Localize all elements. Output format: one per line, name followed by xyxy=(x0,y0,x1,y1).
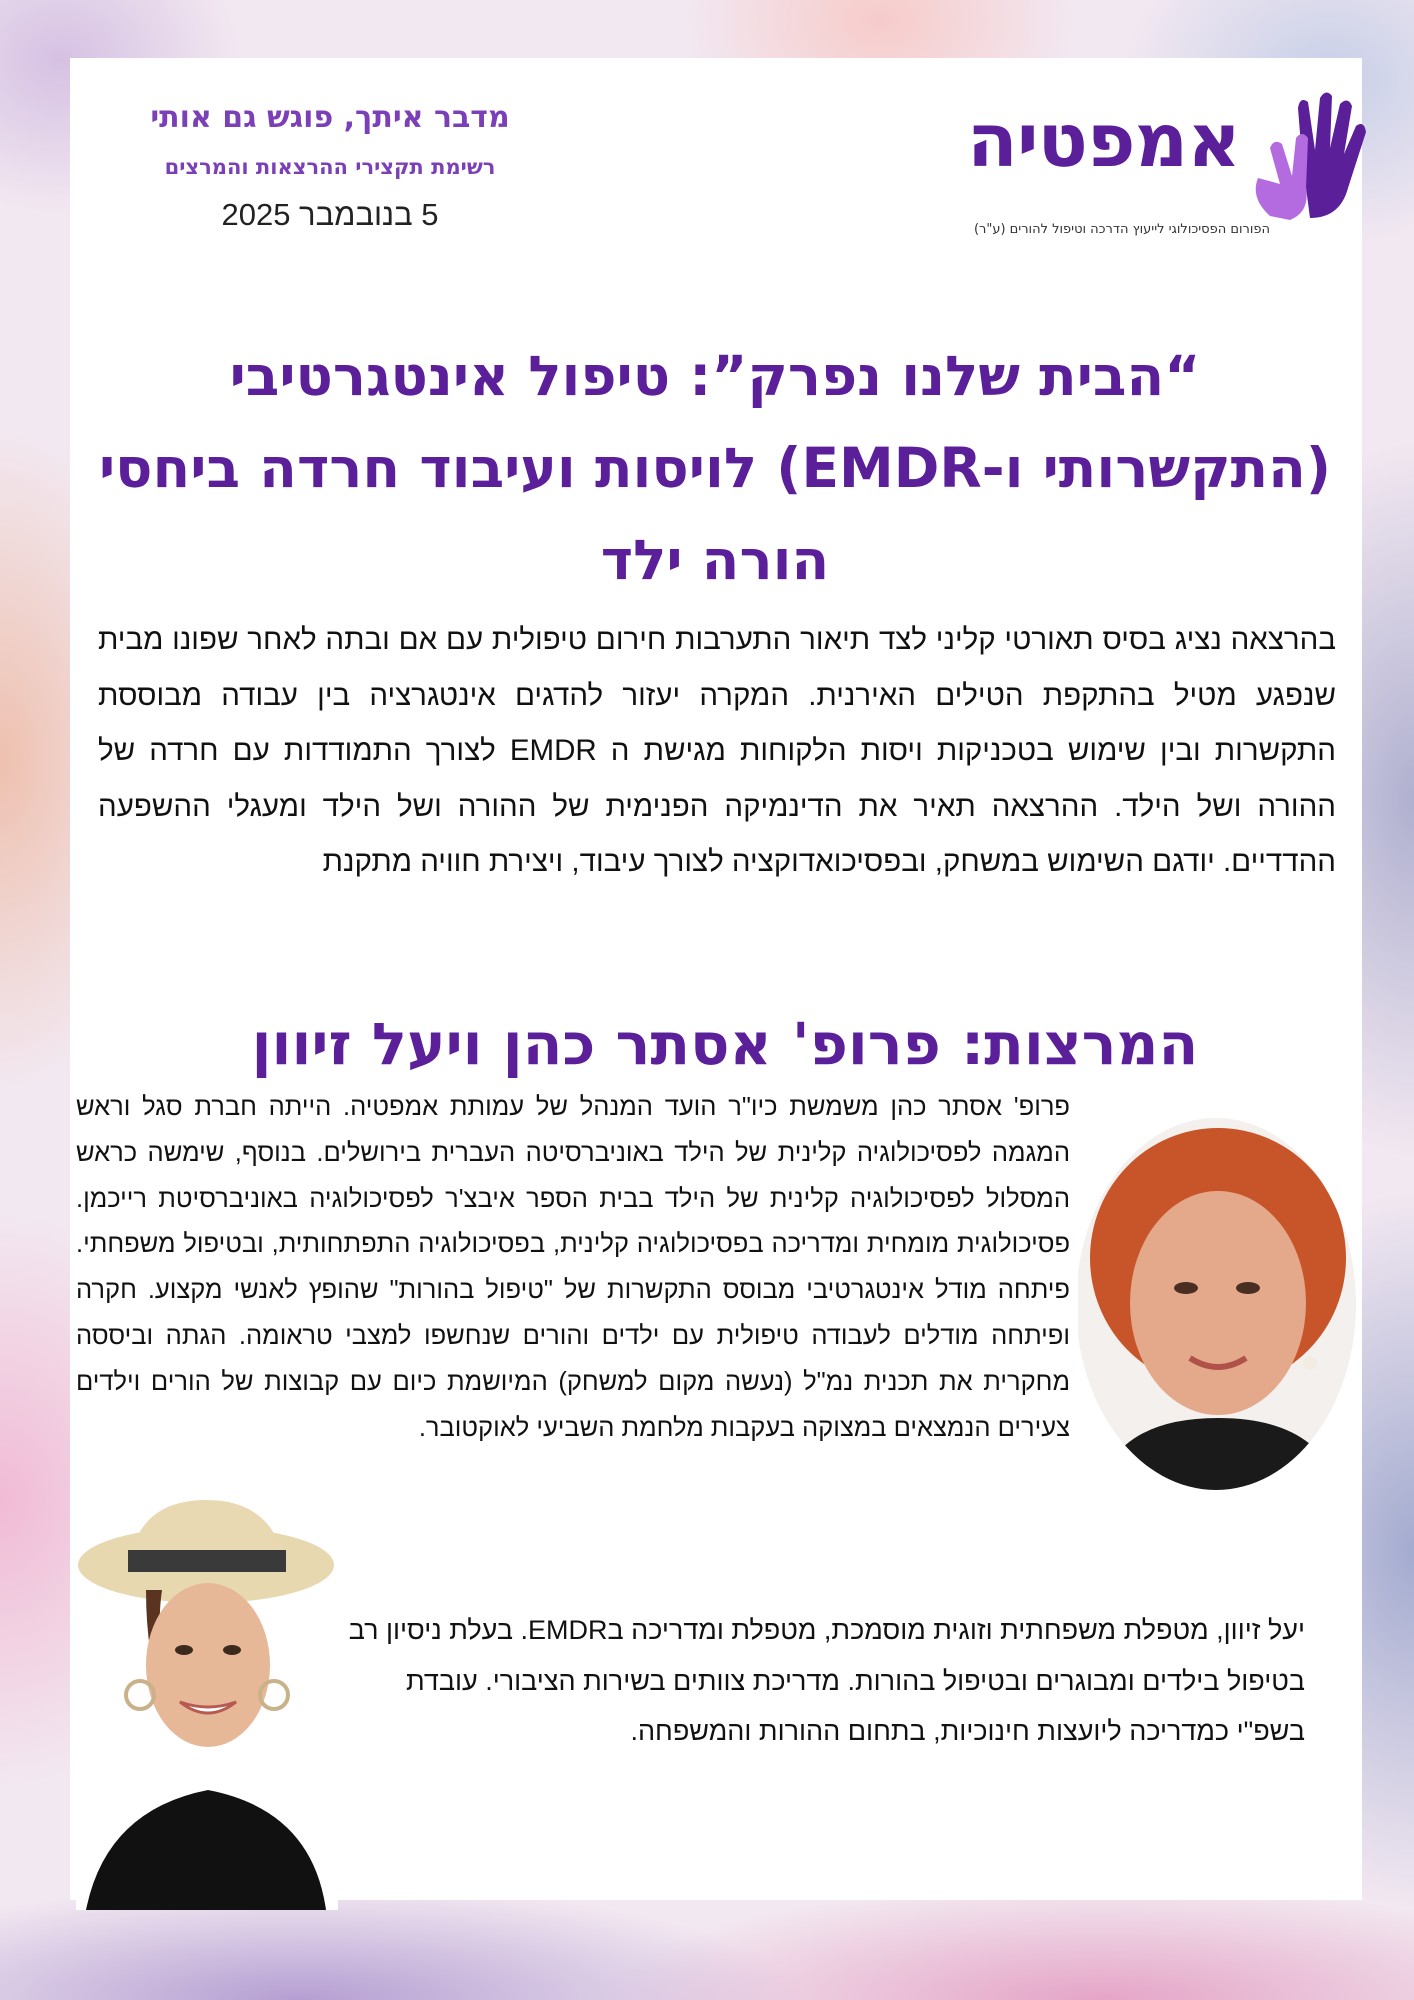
speaker-photo-yael-zivan xyxy=(76,1490,338,1910)
event-subtitle: רשימת תקצירי ההרצאות והמרצים xyxy=(164,155,496,179)
speakers-heading: המרצות: פרופ' אסתר כהן ויעל זיוון xyxy=(251,1010,1199,1078)
speaker-bio-esther-cohen: פרופ' אסתר כהן משמשת כיו"ר הועד המנהל של עמותת אמפטיה. הייתה חברת סגל וראש המגמה לפסיכולוגיה קלינית של הילד באוניברסיטה העברית בירושלים. בנוסף, שימשה כראש המסלול לפסיכולוגיה קלינית של הילד בבית הספר איבצ'ר לפסיכולוגיה באוניברסיטת רייכמן. פסיכולוגית מומחית ומדריכה בפסיכולוגיה קלינית, בפסיכולוגיה התפתחותית, ובטיפול משפחתי. פיתחה מודל אינטגרטיבי מבוסס התקשרות של "טיפול בהורות" שהופץ לאנשי מקצוע. חקרה ופיתחה מודלים לעבודה טיפולית עם ילדים והורים שנחשפו למצבי טראומה. הגתה וביססה מחקרית את תכנית נמ"ל (נעשה מקום למשחק) המיושמת כיום עם קבוצות של הורים וילדים צעירים הנמצאים במצוקה בעקבות מלחמת השביעי לאוקטובר. xyxy=(76,1093,1070,1442)
hands-icon xyxy=(1240,88,1370,228)
lecture-title: “הבית שלנו נפרק”: טיפול אינטגרטיבי (התקשרותי ו-EMDR) לויסות ועיבוד חרדה ביחסי הורה ילד xyxy=(98,344,1332,592)
speaker-bio-yael-zivan: יעל זיוון, מטפלת משפחתית וזוגית מוסמכת, מטפלת ומדריכה בEMDR. בעלת ניסיון רב בטיפול בילדים ומבוגרים ובטיפול בהורות. מדריכת צוותים בשירות הציבורי. עובדת בשפ"י כמדריכה ליועצות חינוכיות, בתחום ההורות והמשפחה. xyxy=(348,1615,1305,1746)
event-title: מדבר איתך, פוגש גם אותי xyxy=(150,100,510,135)
logo-tagline: הפורום הפסיכולוגי לייעוץ הדרכה וטיפול להורים (ע"ר) xyxy=(973,222,1270,237)
empathy-logo xyxy=(920,88,1370,248)
lecture-abstract: בהרצאה נציג בסיס תאורטי קליני לצד תיאור התערבות חירום טיפולית עם אם ובתה לאחר שפונו מבית שנפגע מטיל בהתקפת הטילים האירנית. המקרה יעזור להדגים אינטגרציה בין עבודה מבוססת התקשרות ובין שימוש בטכניקות ויסות הלקוחות מגישת ה EMDR לצורך התמודדות עם חרדה של ההורה ושל הילד. ההרצאה תאיר את הדינמיקה הפנימית של ההורה ושל הילד ומעגלי ההשפעה ההדדיים. יודגם השימוש במשחק, ובפסיכואדוקציה לצורך עיבוד, ויצירת חוויה מתקנת xyxy=(98,623,1336,878)
event-date: 5 בנובמבר 2025 xyxy=(221,197,439,232)
event-header xyxy=(110,100,550,233)
speaker-photo-esther-cohen xyxy=(1078,1118,1358,1490)
logo-wordmark: אמפטיה xyxy=(967,98,1240,184)
